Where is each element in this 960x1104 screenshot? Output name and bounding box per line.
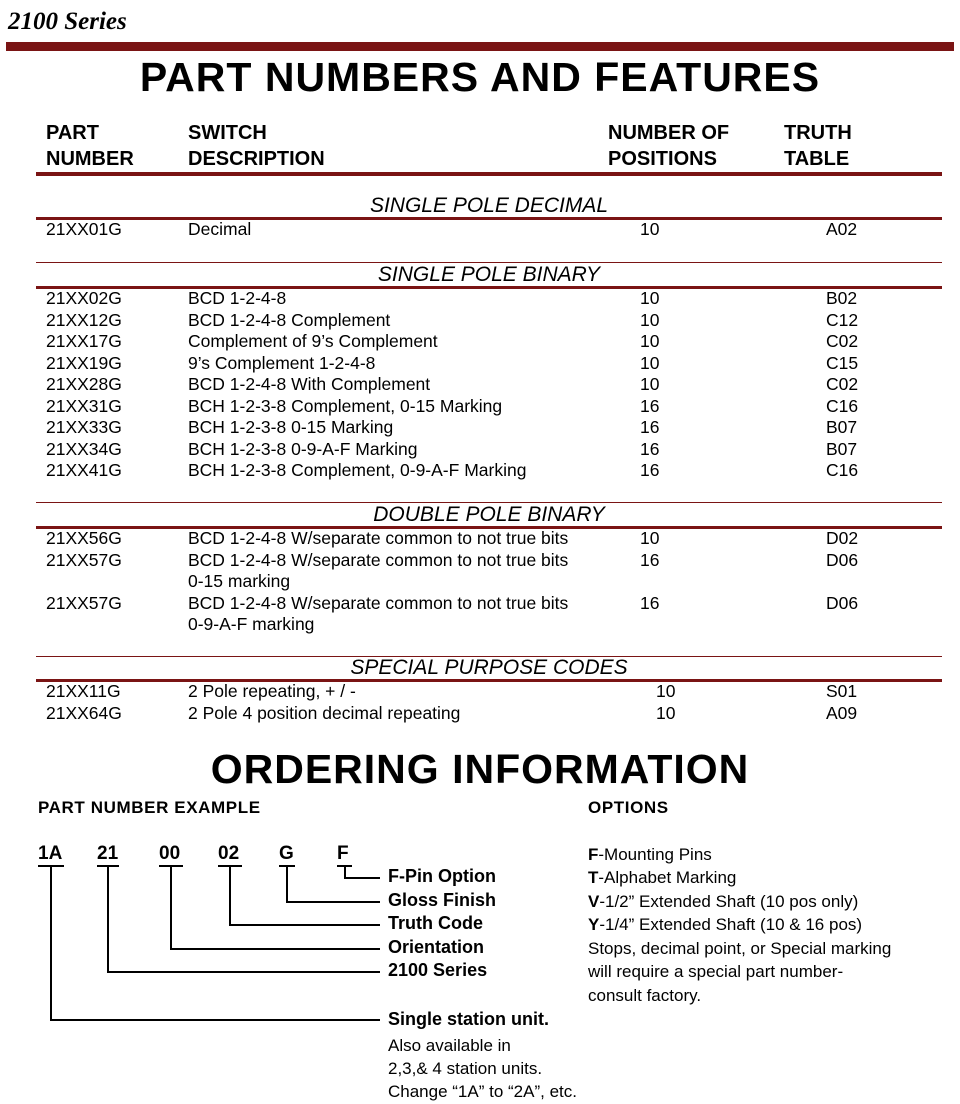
option-key: V <box>588 892 600 911</box>
switch-description: Complement of 9’s Complement <box>188 331 438 351</box>
option-key: F <box>588 845 599 864</box>
part-number-example-heading: PART NUMBER EXAMPLE <box>38 798 261 817</box>
section-title-double-pole-binary: DOUBLE POLE BINARY <box>373 503 605 526</box>
truth-table: B07 <box>826 438 858 459</box>
truth-table: C15 <box>826 352 859 373</box>
label-2100-series: 2100 Series <box>388 960 488 980</box>
options-heading: OPTIONS <box>588 798 669 817</box>
code-orientation: 00 <box>159 843 181 864</box>
label-single-station-unit: Single station unit. <box>388 1009 549 1029</box>
truth-table: A09 <box>826 702 858 723</box>
part-number: 21XX57G <box>46 549 122 570</box>
truth-table: B07 <box>826 417 858 437</box>
positions: 16 <box>640 549 660 570</box>
part-number: 21XX02G <box>46 288 122 308</box>
positions: 10 <box>640 331 660 351</box>
switch-description: BCD 1-2-4-8 <box>188 288 287 308</box>
label-f-pin-option: F-Pin Option <box>388 866 496 886</box>
section-title-single-pole-binary: SINGLE POLE BINARY <box>377 263 601 286</box>
truth-table: C12 <box>826 309 859 330</box>
truth-table: S01 <box>826 681 858 701</box>
code-series: 21 <box>97 843 119 864</box>
truth-table: D02 <box>826 528 859 548</box>
part-number: 21XX31G <box>46 395 122 416</box>
truth-table: D06 <box>826 593 859 613</box>
positions: 16 <box>640 460 660 480</box>
col-header-number-of-positions: NUMBER OF POSITIONS <box>608 122 730 170</box>
positions: 10 <box>640 374 660 394</box>
positions: 10 <box>640 219 660 239</box>
section-title-single-pole-decimal: SINGLE POLE DECIMAL <box>369 194 609 217</box>
option-text: -1/4” Extended Shaft (10 & 16 pos) <box>599 915 863 934</box>
single-station-note: Also available in 2,3,& 4 station units. Change “1A” to “2A”, etc. <box>388 1036 577 1101</box>
positions: 16 <box>640 395 660 416</box>
switch-description: 9’s Complement 1-2-4-8 <box>188 352 376 373</box>
part-number: 21XX56G <box>46 528 122 548</box>
option-t <box>588 866 736 889</box>
switch-description: 2 Pole 4 position decimal repeating <box>188 702 461 723</box>
truth-table: D06 <box>826 549 859 570</box>
col-header-switch-description: SWITCH DESCRIPTION <box>188 122 325 170</box>
col-header-part-number: PART NUMBER <box>46 122 134 170</box>
option-f <box>588 843 712 866</box>
code-truth: 02 <box>218 843 240 864</box>
option-y <box>588 913 862 936</box>
part-number: 21XX12G <box>46 309 122 330</box>
part-number: 21XX17G <box>46 331 122 351</box>
positions: 16 <box>640 438 660 459</box>
option-text: -1/2” Extended Shaft (10 pos only) <box>599 892 859 911</box>
part-number: 21XX28G <box>46 374 122 394</box>
part-number: 21XX19G <box>46 352 122 373</box>
truth-table: C16 <box>826 395 859 416</box>
part-number: 21XX41G <box>46 460 122 480</box>
option-text: -Mounting Pins <box>598 845 712 864</box>
positions: 10 <box>640 309 660 330</box>
series-label: 2100 Series <box>8 8 127 35</box>
ordering-title: ORDERING INFORMATION <box>210 746 750 792</box>
switch-description: BCD 1-2-4-8 Complement <box>188 309 391 330</box>
truth-table: C16 <box>826 460 859 480</box>
switch-description: 2 Pole repeating, + / - <box>188 681 356 701</box>
option-key: T <box>588 868 599 887</box>
switch-description: BCD 1-2-4-8 W/separate common to not true bits 0-15 marking <box>188 549 569 591</box>
truth-table: C02 <box>826 331 859 351</box>
truth-table: C02 <box>826 374 859 394</box>
options-note-line: Stops, decimal point, or Special marking <box>588 939 892 958</box>
switch-description: BCD 1-2-4-8 W/separate common to not true bits 0-9-A-F marking <box>188 593 569 634</box>
option-v <box>588 890 858 913</box>
option-text: -Alphabet Marking <box>598 868 737 887</box>
positions: 10 <box>640 528 660 548</box>
positions: 10 <box>640 352 660 373</box>
positions: 16 <box>640 593 660 613</box>
code-finish: G <box>279 843 294 864</box>
switch-description: BCH 1-2-3-8 Complement, 0-15 Marking <box>188 395 503 416</box>
switch-description: BCH 1-2-3-8 Complement, 0-9-A-F Marking <box>188 460 527 480</box>
part-number: 21XX33G <box>46 417 122 437</box>
code-pin-option: F <box>337 843 349 864</box>
option-key: Y <box>588 915 600 934</box>
part-number: 21XX11G <box>46 681 121 701</box>
part-number: 21XX64G <box>46 702 122 723</box>
switch-description: BCH 1-2-3-8 0-15 Marking <box>188 417 394 437</box>
part-number: 21XX57G <box>46 593 122 613</box>
section-title-special-purpose-codes: SPECIAL PURPOSE CODES <box>350 656 628 679</box>
label-orientation: Orientation <box>388 937 485 957</box>
positions: 16 <box>640 417 660 437</box>
part-number: 21XX34G <box>46 438 122 459</box>
code-station: 1A <box>38 843 63 864</box>
label-gloss-finish: Gloss Finish <box>388 890 497 910</box>
truth-table: B02 <box>826 288 858 308</box>
label-truth-code: Truth Code <box>388 913 483 933</box>
page-title: PART NUMBERS AND FEATURES <box>139 54 821 100</box>
switch-description: BCD 1-2-4-8 W/separate common to not true bits <box>188 528 569 548</box>
col-header-truth-table: TRUTH TABLE <box>784 122 852 170</box>
switch-description: BCH 1-2-3-8 0-9-A-F Marking <box>188 438 418 459</box>
part-number: 21XX01G <box>46 219 122 239</box>
positions: 10 <box>656 702 676 723</box>
switch-description: BCD 1-2-4-8 With Complement <box>188 374 431 394</box>
switch-description: Decimal <box>188 219 252 239</box>
truth-table: A02 <box>826 219 858 239</box>
options-note-line: will require a special part number- <box>588 962 844 981</box>
positions: 10 <box>640 288 660 308</box>
options-note-line: consult factory. <box>588 986 702 1005</box>
positions: 10 <box>656 681 676 701</box>
